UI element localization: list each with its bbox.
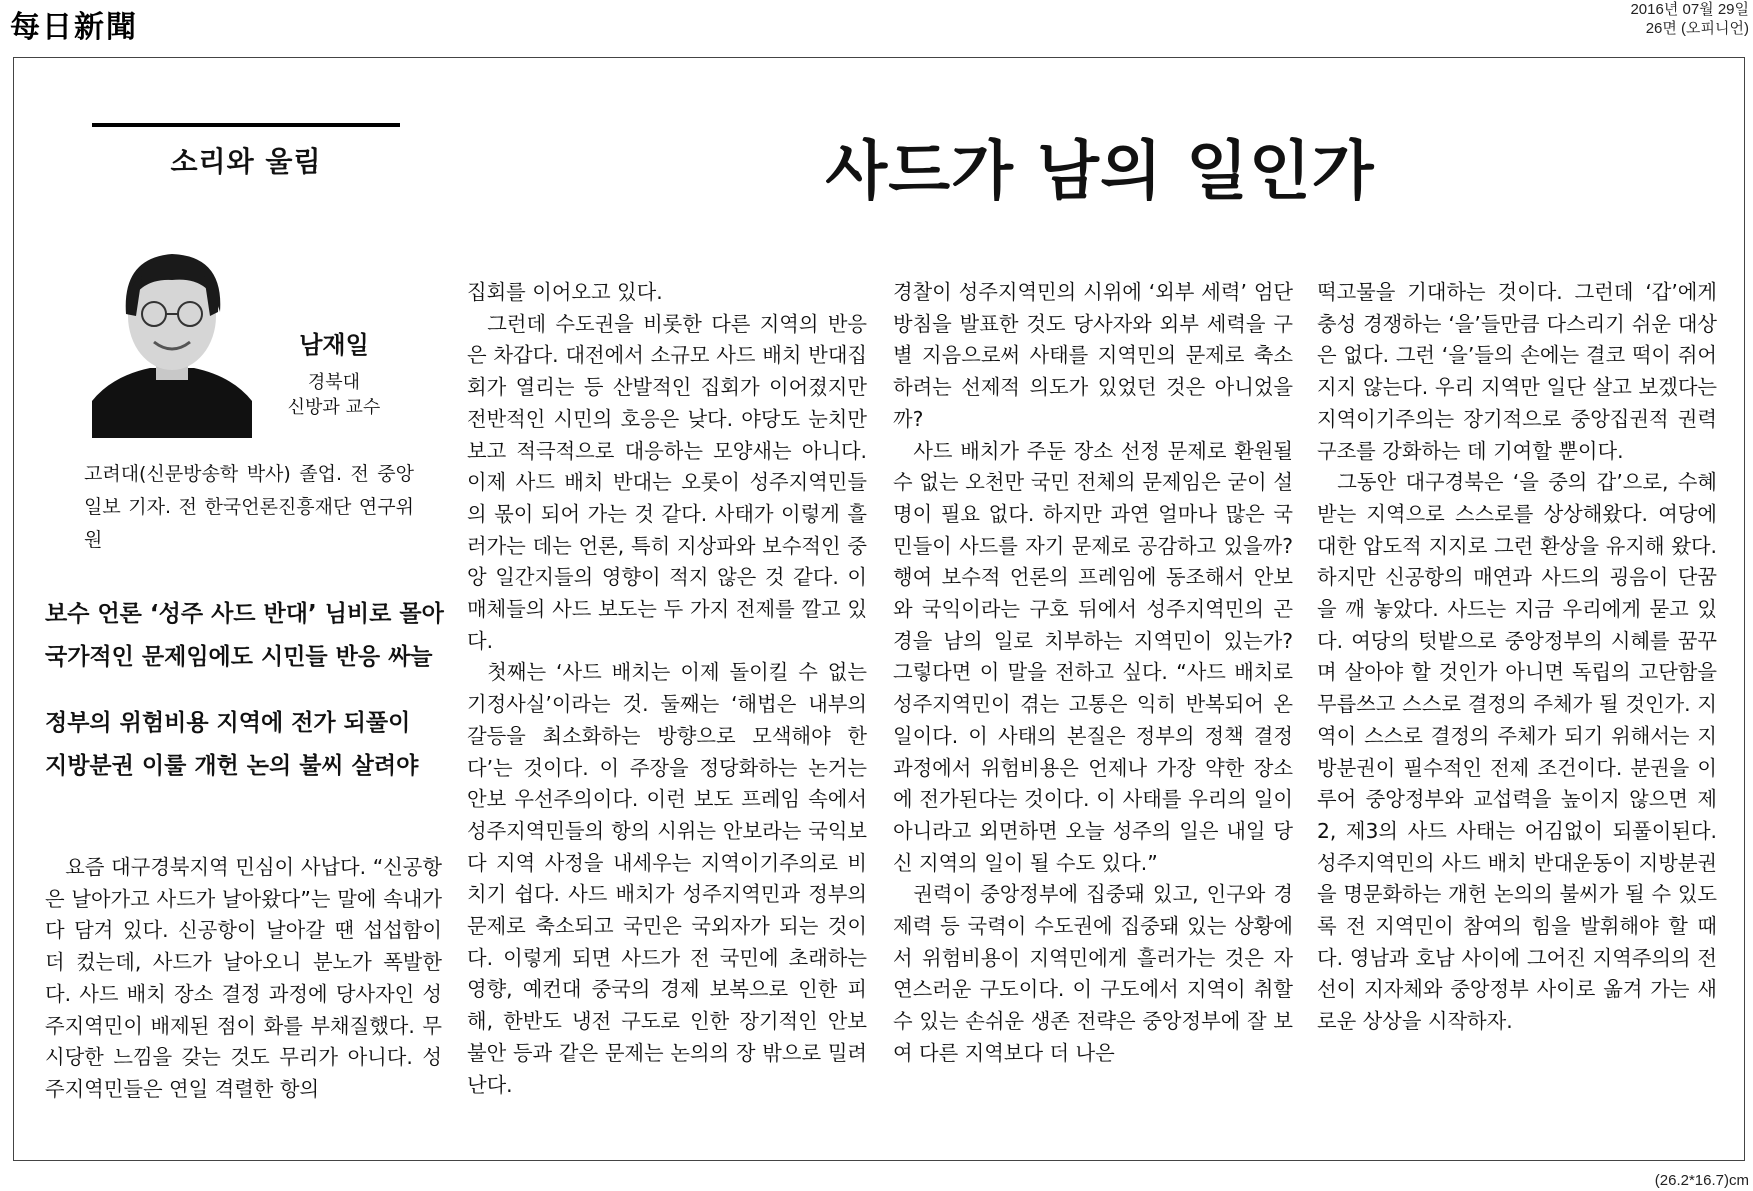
body-paragraph: 요즘 대구경북지역 민심이 사납다. “신공항은 날아가고 사드가 날아왔다”는 말에 속내가 다 담겨 있다. 신공항이 날아갈 땐 섭섭함이 더 컸는데, 사드가 날아오니 분노가 폭발한다. 사드 배치 장소 결정 과정에 당사자인 성주지역민이 배제된 점이 화를 부채질했다. 무시당한 느낌을 갖는 것도 무리가 아니다. 성주지역민들은 연일 격렬한 항의	[45, 855, 442, 1101]
body-column-4	[1317, 277, 1717, 1038]
column-section-name: 소리와 울림	[170, 145, 322, 178]
subhead-1: 보수 언론 ‘성주 사드 반대’ 님비로 몰아	[45, 601, 444, 627]
body-paragraph: 권력이 중앙정부에 집중돼 있고, 인구와 경제력 등 국력이 수도권에 집중돼 있는 상황에서 위험비용이 지역민에게 흘러가는 것은 자연스러운 구도이다. 이 구도에서 지역이 취할 수 있는 손쉬운 생존 전략은 중앙정부에 잘 보여 다른 지역보다 더 나은	[893, 882, 1293, 1065]
author-portrait-image	[92, 236, 252, 438]
body-paragraph: 첫째는 ‘사드 배치는 이제 돌이킬 수 없는 기정사실’이라는 것. 둘째는 ‘해법은 내부의 갈등을 최소화하는 방향으로 모색해야 한다’는 것이다. 이 주장을 정당화하는 논거는 안보 우선주의이다. 이런 보도 프레임 속에서 성주지역민들의 항의 시위는 안보라는 국익보다 지역 사정을 내세우는 지역이기주의로 비치기 쉽다. 사드 배치가 성주지역민과 정부의 문제로 축소되고 국민은 국외자가 되는 것이다. 이렇게 되면 사드가 전 국민에 초래하는 영향, 예컨대 중국의 경제 보복으로 인한 피해, 한반도 냉전 구도로 인한 장기적인 안보 불안 등과 같은 문제는 논의의 장 밖으로 밀려난다.	[467, 660, 867, 1097]
author-affiliation	[258, 370, 410, 420]
body-paragraph: 집회를 이어오고 있다.	[467, 280, 663, 304]
page-section: 26면 (오피니언)	[1645, 20, 1749, 37]
author-affiliation-department: 신방과 교수	[287, 397, 381, 418]
body-paragraph: 경찰이 성주지역민의 시위에 ‘외부 세력’ 엄단 방침을 발표한 것도 당사자와 외부 세력을 구별 지음으로써 사태를 지역민의 문제로 축소하려는 선제적 의도가 있었던 것은 아니었을까?	[893, 280, 1293, 431]
body-column-1	[45, 852, 442, 1106]
publication-info	[1630, 0, 1749, 38]
author-affiliation-university: 경북대	[307, 372, 361, 393]
body-paragraph: 그런데 수도권을 비롯한 다른 지역의 반응은 차갑다. 대전에서 소규모 사드 배치 반대집회가 열리는 등 산발적인 집회가 이어졌지만 전반적인 시민의 호응은 낮다. 야당도 눈치만 보고 적극적으로 대응하는 모양새는 아니다. 이제 사드 배치 반대는 오롯이 성주지역민들의 몫이 되어 가는 것 같다. 사태가 이렇게 흘러가는 데는 언론, 특히 지상파와 보수적인 중앙 일간지들의 영향이 적지 않은 것 같다. 이 매체들의 사드 보도는 두 가지 전제를 깔고 있다.	[467, 311, 867, 653]
newspaper-masthead: 每日新聞	[10, 10, 138, 45]
body-column-3	[893, 277, 1293, 1070]
subhead-3: 정부의 위험비용 지역에 전가 되풀이	[45, 710, 411, 736]
body-paragraph: 그동안 대구경북은 ‘을 중의 갑’으로, 수혜받는 지역으로 스스로를 상상해왔다. 여당에 대한 압도적 지지로 그런 환상을 유지해 왔다. 하지만 신공항의 매연과 사드의 굉음이 단꿈을 깨 놓았다. 사드는 지금 우리에게 묻고 있다. 여당의 텃밭으로 중앙정부의 시혜를 꿈꾸며 살아야 할 것인가 아니면 독립의 고단함을 무릅쓰고 스스로 결정의 주체가 될 것인가. 지역이 스스로 결정의 주체가 되기 위해서는 지방분권이 필수적인 전제 조건이다. 분권을 이루어 중앙정부와 교섭력을 높이지 않으면 제2, 제3의 사드 사태는 어김없이 되풀이된다. 성주지역민의 사드 배치 반대운동이 지방분권을 명문화하는 개헌 논의의 불씨가 될 수 있도록 전 지역민이 참여의 힘을 발휘해야 할 때다. 영남과 호남 사이에 그어진 지역주의의 전선이 지자체와 중앙정부 사이로 옮겨 가는 새로운 상상을 시작하자.	[1317, 470, 1717, 1034]
publication-date: 2016년 07월 29일	[1630, 1, 1749, 18]
subhead-4: 지방분권 이룰 개헌 논의 불씨 살려야	[45, 753, 419, 779]
author-photo	[92, 236, 252, 438]
body-paragraph: 떡고물을 기대하는 것이다. 그런데 ‘갑’에게 충성 경쟁하는 ‘을’들만큼 다스리기 쉬운 대상은 없다. 그런 ‘을’들의 손에는 결코 떡이 쥐어지지 않는다. 우리 지역만 일단 살고 보겠다는 지역이기주의는 장기적으로 중앙집권적 권력구조를 강화하는 데 기여할 뿐이다.	[1317, 280, 1717, 463]
author-name: 남재일	[299, 331, 369, 359]
article-size-note: (26.2*16.7)cm	[1654, 1172, 1749, 1189]
subhead-2: 국가적인 문제임에도 시민들 반응 싸늘	[45, 644, 433, 670]
article-headline: 사드가 남의 일인가	[825, 134, 1375, 209]
body-column-2	[467, 277, 867, 1101]
author-bio: 고려대(신문방송학 박사) 졸업. 전 중앙일보 기자. 전 한국언론진흥재단 연구위원	[84, 463, 414, 551]
section-rule	[92, 123, 400, 127]
body-paragraph: 사드 배치가 주둔 장소 선정 문제로 환원될 수 없는 오천만 국민 전체의 문제임은 굳이 설명이 필요 없다. 하지만 과연 얼마나 많은 국민들이 사드를 자기 문제로 공감하고 있을까? 행여 보수적 언론의 프레임에 동조해서 안보와 국익이라는 구호 뒤에서 성주지역민의 곤경을 남의 일로 치부하는 지역민이 있는가? 그렇다면 이 말을 전하고 싶다. “사드 배치로 성주지역민이 겪는 고통은 익히 반복되어 온 일이다. 이 사태의 본질은 정부의 정책 결정 과정에서 위험비용은 언제나 가장 약한 장소에 전가된다는 것이다. 이 사태를 우리의 일이 아니라고 외면하면 오늘 성주의 일은 내일 당신 지역의 일이 될 수도 있다.”	[893, 438, 1293, 875]
